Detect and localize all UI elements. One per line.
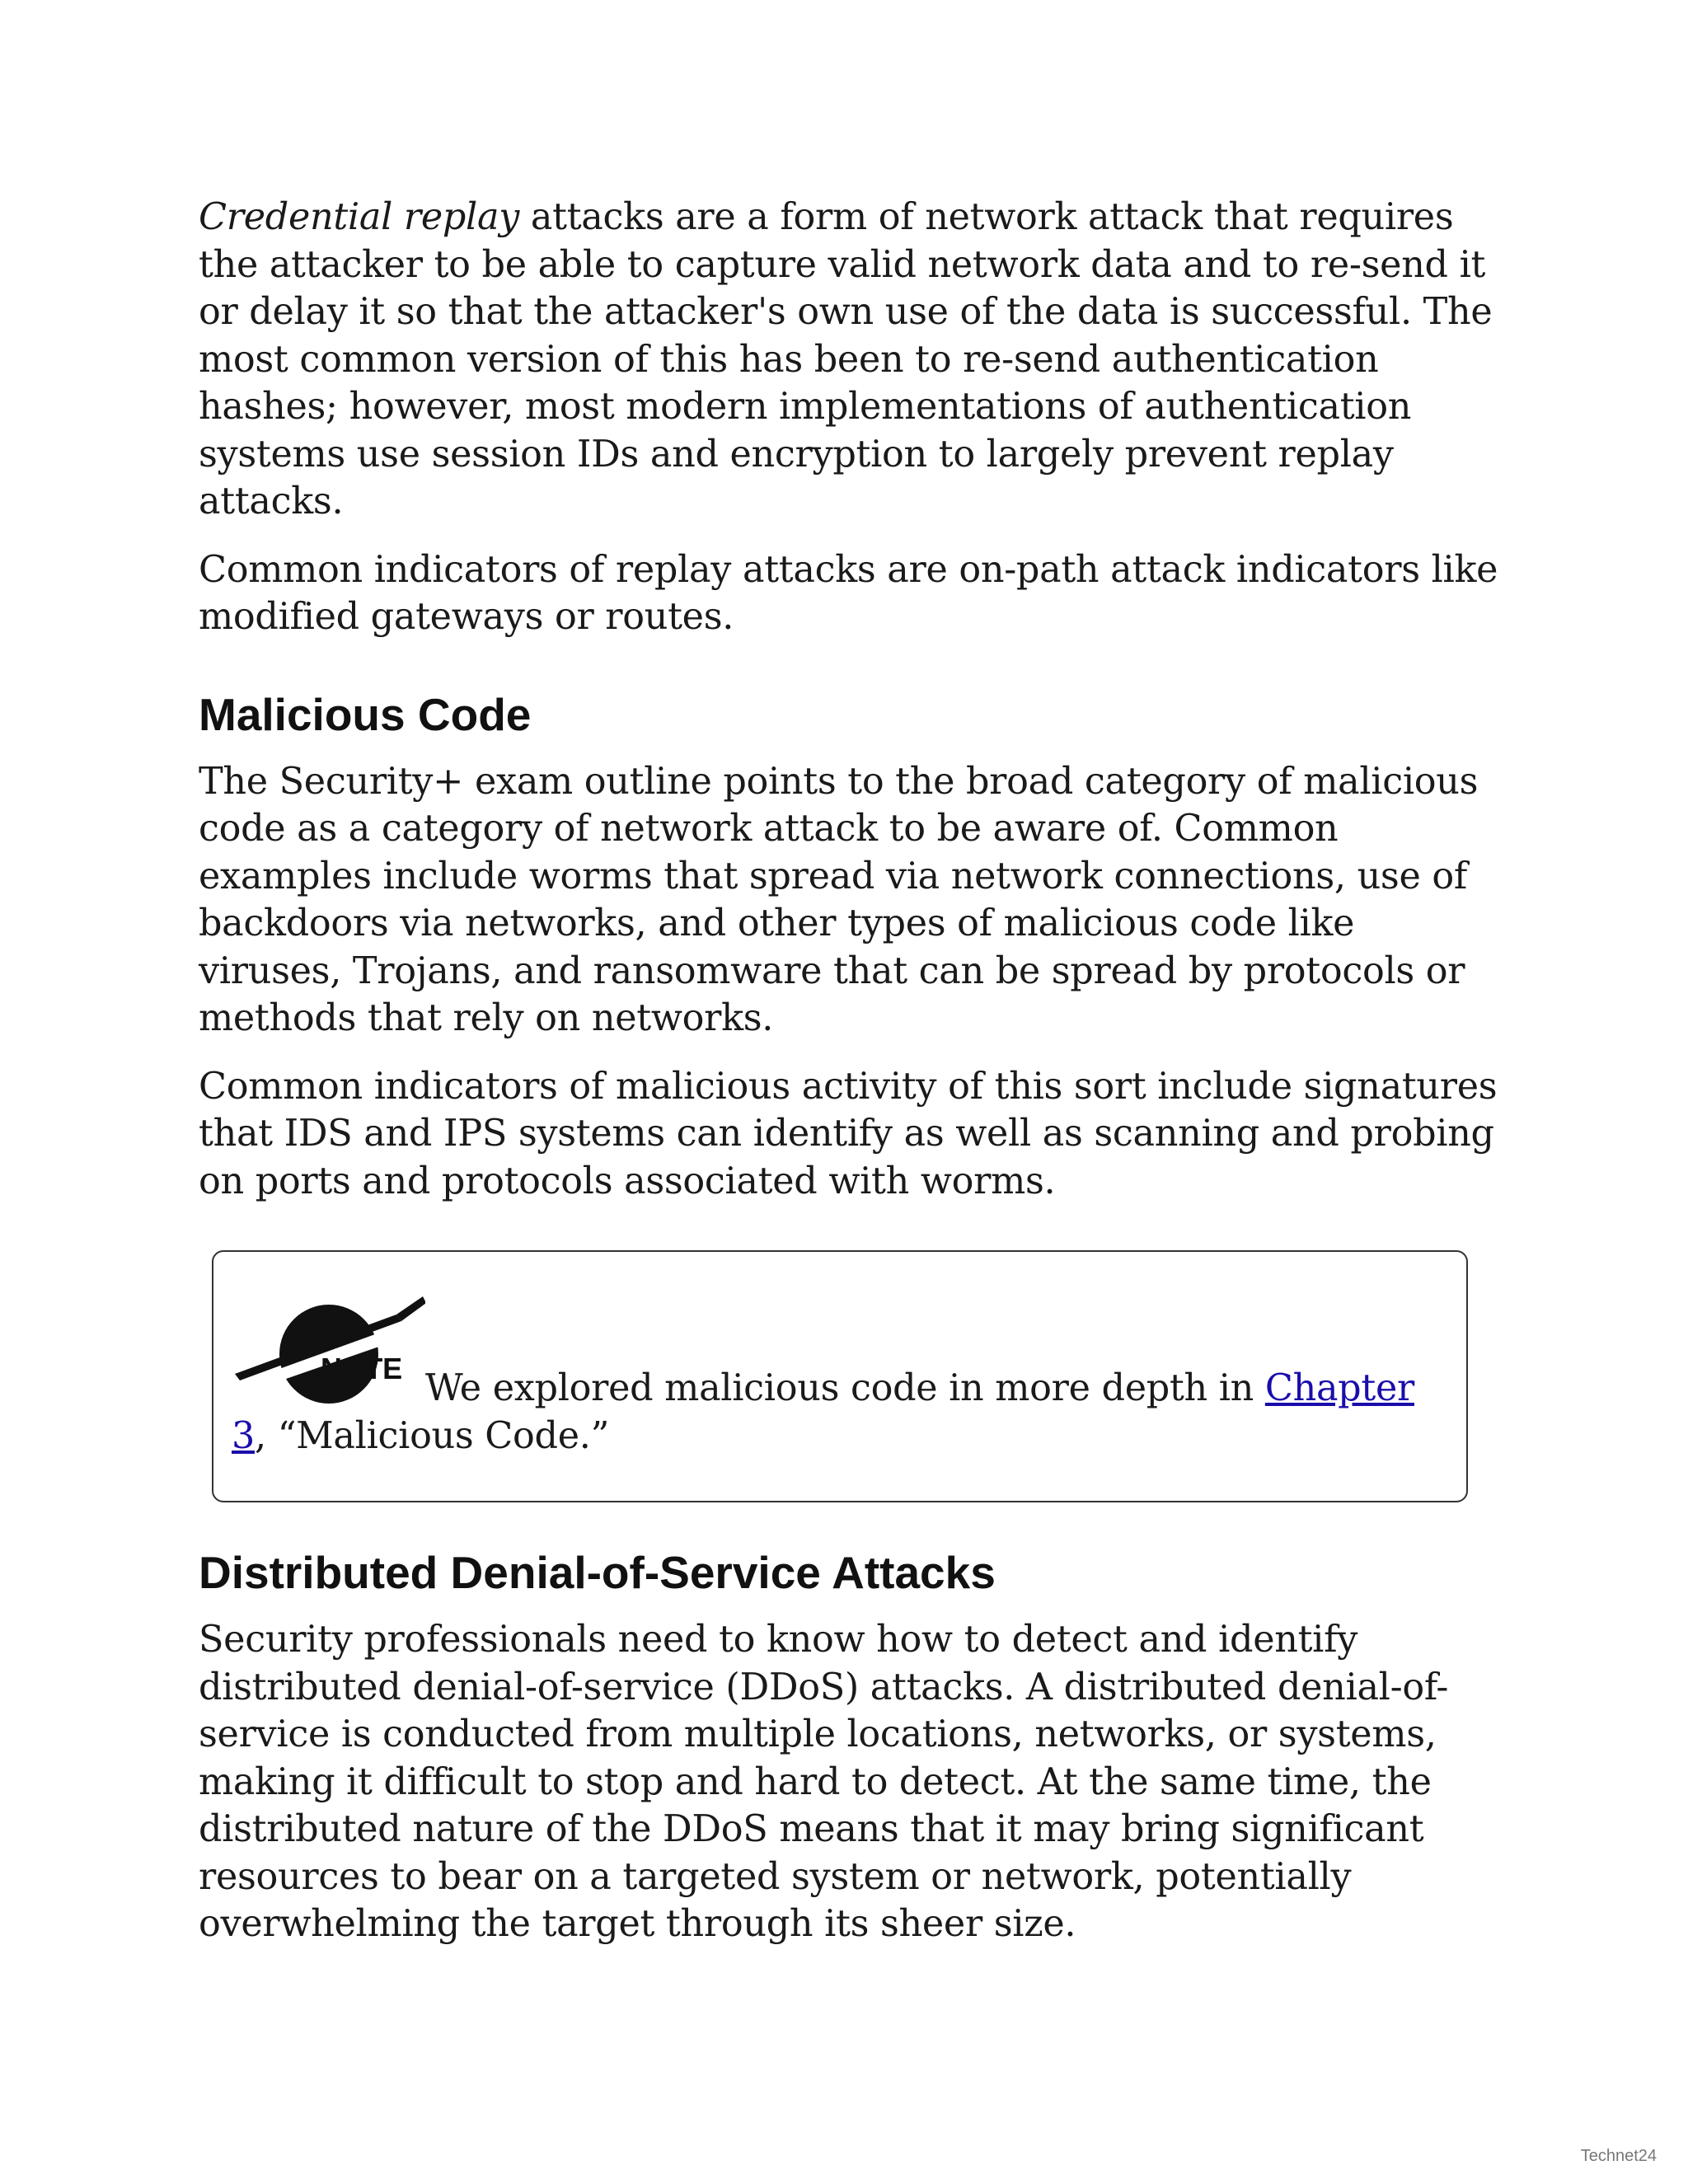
malicious-code-paragraph-1: The Security+ exam outline points to the broad category of malicious code as a category of network attack to be aware of. Common examples include worms that spread via network connections, use of backdoors via networks, and other types of malicious code like viruses, Trojans, and ransomware that can be spread by protocols or methods that rely on networks. xyxy=(199,760,1479,1039)
ddos-paragraph-1: Security professionals need to know how to detect and identify distributed denial-of-service (DDoS) attacks. A distributed denial-of-service is conducted from multiple locations, networks, or systems, making it difficult to stop and hard to detect. At the same time, the distributed nature of the DDoS means that it may bring significant resources to bear on a targeted system or network, potentially overwhelming the target through its sheer size. xyxy=(199,1619,1449,1945)
page-content xyxy=(199,194,1501,1969)
chapter-3-link[interactable]: Chapter 3 xyxy=(232,1367,1414,1457)
malicious-code-heading: Malicious Code xyxy=(199,688,532,740)
note-text-before: We explored malicious code in more depth in xyxy=(425,1367,1265,1409)
credential-replay-term: Credential replay xyxy=(199,196,520,238)
note-icon-label: NOTE xyxy=(321,1352,402,1385)
note-box xyxy=(212,1250,1468,1502)
watermark: Technet24 xyxy=(1580,2147,1657,2165)
ddos-heading: Distributed Denial-of-Service Attacks xyxy=(199,1547,996,1598)
replay-paragraph-1-text: attacks are a form of network attack that requires the attacker to be able to capture valid network data and to re-send it or delay it so that the attacker's own use of the data is successful. The most common version of this has been to re-send authentication hashes; however, most modern implementations of authentication systems use session IDs and encryption to largely prevent replay attacks. xyxy=(199,196,1493,523)
replay-paragraph-2: Common indicators of replay attacks are on-path attack indicators like modified gateways or routes. xyxy=(199,548,1498,638)
replay-paragraph-1 xyxy=(199,194,1501,526)
note-text-after: , “Malicious Code.” xyxy=(255,1415,610,1457)
note-icon xyxy=(232,1286,425,1410)
note-text xyxy=(232,1286,1433,1460)
malicious-code-paragraph-2: Common indicators of malicious activity of this sort include signatures that IDS and IPS systems can identify as well as scanning and probing on ports and protocols associated with worms. xyxy=(199,1065,1498,1202)
